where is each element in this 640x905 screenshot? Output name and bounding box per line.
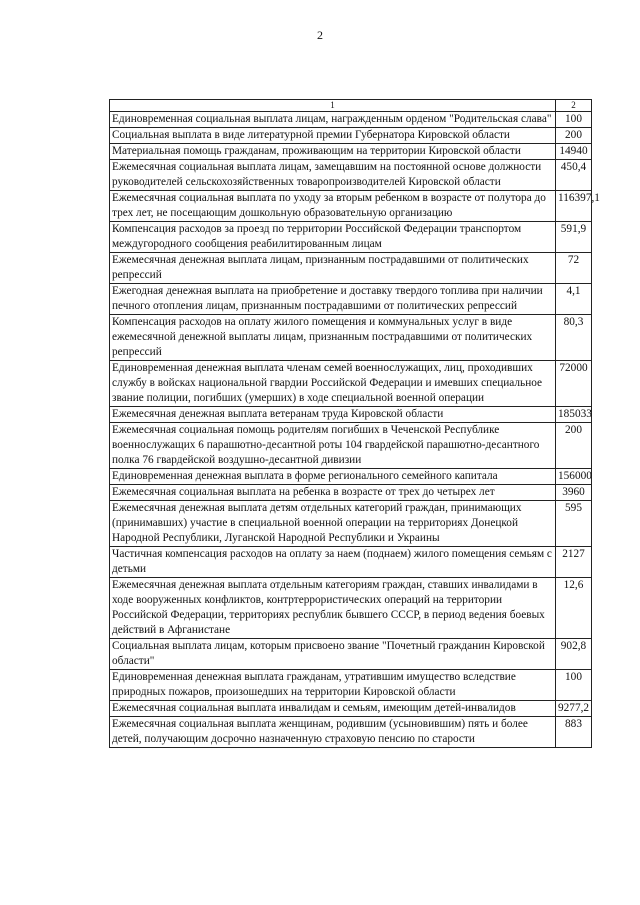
table-header-row	[110, 100, 592, 112]
table-row	[110, 670, 592, 701]
table-row	[110, 547, 592, 578]
row-amount: 450,4	[556, 160, 592, 191]
row-amount: 4,1	[556, 284, 592, 315]
table-row	[110, 501, 592, 547]
row-amount: 200	[556, 423, 592, 469]
row-amount: 116397,1	[556, 191, 592, 222]
row-amount: 883	[556, 717, 592, 748]
table-row	[110, 423, 592, 469]
row-description: Единовременная денежная выплата гражданам, утратившим имущество вследствие природных пожаров, произошедших на территории Кировской области	[110, 670, 556, 701]
table-row	[110, 701, 592, 717]
row-description: Материальная помощь гражданам, проживающим на территории Кировской области	[110, 144, 556, 160]
table-row	[110, 222, 592, 253]
row-description: Ежемесячная денежная выплата ветеранам труда Кировской области	[110, 407, 556, 423]
row-amount: 80,3	[556, 315, 592, 361]
row-amount: 185033	[556, 407, 592, 423]
row-description: Ежемесячная социальная выплата лицам, замещавшим на постоянной основе должности руководителей сельскохозяйственных товаропроизводителей Кировской области	[110, 160, 556, 191]
row-description: Единовременная социальная выплата лицам, награжденным орденом "Родительская слава"	[110, 112, 556, 128]
row-amount: 12,6	[556, 578, 592, 639]
table-row	[110, 578, 592, 639]
row-amount: 2127	[556, 547, 592, 578]
page-number: 2	[317, 28, 323, 42]
row-amount: 9277,2	[556, 701, 592, 717]
header-col-1: 1	[110, 100, 556, 112]
table-row	[110, 485, 592, 501]
table-row	[110, 639, 592, 670]
table-row	[110, 284, 592, 315]
row-amount: 72000	[556, 361, 592, 407]
table-row	[110, 128, 592, 144]
row-description: Единовременная денежная выплата членам семей военнослужащих, лиц, проходивших службу в войсках национальной гвардии Российской Федерации и имевших специальное звание полиции, погибших (умерших) в ходе специальной военной операции	[110, 361, 556, 407]
row-description: Ежемесячная социальная выплата на ребенка в возрасте от трех до четырех лет	[110, 485, 556, 501]
row-amount: 14940	[556, 144, 592, 160]
row-amount: 72	[556, 253, 592, 284]
row-description: Компенсация расходов за проезд по территории Российской Федерации транспортом междугородного сообщения реабилитированным лицам	[110, 222, 556, 253]
header-col-2: 2	[556, 100, 592, 112]
row-amount: 591,9	[556, 222, 592, 253]
row-description: Единовременная денежная выплата в форме регионального семейного капитала	[110, 469, 556, 485]
row-amount: 156000	[556, 469, 592, 485]
table-row	[110, 112, 592, 128]
payments-table	[109, 99, 600, 748]
row-description: Ежемесячная денежная выплата детям отдельных категорий граждан, принимающих (принимавших) участие в специальной военной операции на территориях Донецкой Народной Республики, Луганской Народной Республики и Украины	[110, 501, 556, 547]
table-row	[110, 315, 592, 361]
row-description: Ежегодная денежная выплата на приобретение и доставку твердого топлива при наличии печного отопления лицам, признанным пострадавшими от политических репрессий	[110, 284, 556, 315]
table-row	[110, 717, 592, 748]
row-description: Ежемесячная социальная выплата инвалидам и семьям, имеющим детей-инвалидов	[110, 701, 556, 717]
row-description: Частичная компенсация расходов на оплату за наем (поднаем) жилого помещения семьям с детьми	[110, 547, 556, 578]
table-row	[110, 407, 592, 423]
row-amount: 902,8	[556, 639, 592, 670]
row-description: Ежемесячная денежная выплата отдельным категориям граждан, ставших инвалидами в ходе вооруженных конфликтов, контртеррористических операций на территории Российской Федерации, территориях республик бывшего СССР, в период ведения боевых действий в Афганистане	[110, 578, 556, 639]
row-description: Ежемесячная социальная помощь родителям погибших в Чеченской Республике военнослужащих 6 парашютно-десантной роты 104 гвардейской парашютно-десантного полка 76 гвардейской воздушно-десантной дивизии	[110, 423, 556, 469]
row-amount: 595	[556, 501, 592, 547]
table-row	[110, 144, 592, 160]
row-description: Ежемесячная социальная выплата женщинам, родившим (усыновившим) пять и более детей, получающим досрочно назначенную страховую пенсию по старости	[110, 717, 556, 748]
table-row	[110, 361, 592, 407]
row-description: Социальная выплата лицам, которым присвоено звание "Почетный гражданин Кировской области"	[110, 639, 556, 670]
row-description: Ежемесячная социальная выплата по уходу за вторым ребенком в возрасте от полутора до трех лет, не посещающим дошкольную образовательную организацию	[110, 191, 556, 222]
row-description: Социальная выплата в виде литературной премии Губернатора Кировской области	[110, 128, 556, 144]
row-description: Компенсация расходов на оплату жилого помещения и коммунальных услуг в виде ежемесячной денежной выплаты лицам, признанным пострадавшими от политических репрессий	[110, 315, 556, 361]
table-row	[110, 253, 592, 284]
table-row	[110, 191, 592, 222]
row-description: Ежемесячная денежная выплата лицам, признанным пострадавшими от политических репрессий	[110, 253, 556, 284]
row-amount: 200	[556, 128, 592, 144]
row-amount: 100	[556, 670, 592, 701]
row-amount: 100	[556, 112, 592, 128]
table-row	[110, 160, 592, 191]
row-amount: 3960	[556, 485, 592, 501]
table-row	[110, 469, 592, 485]
